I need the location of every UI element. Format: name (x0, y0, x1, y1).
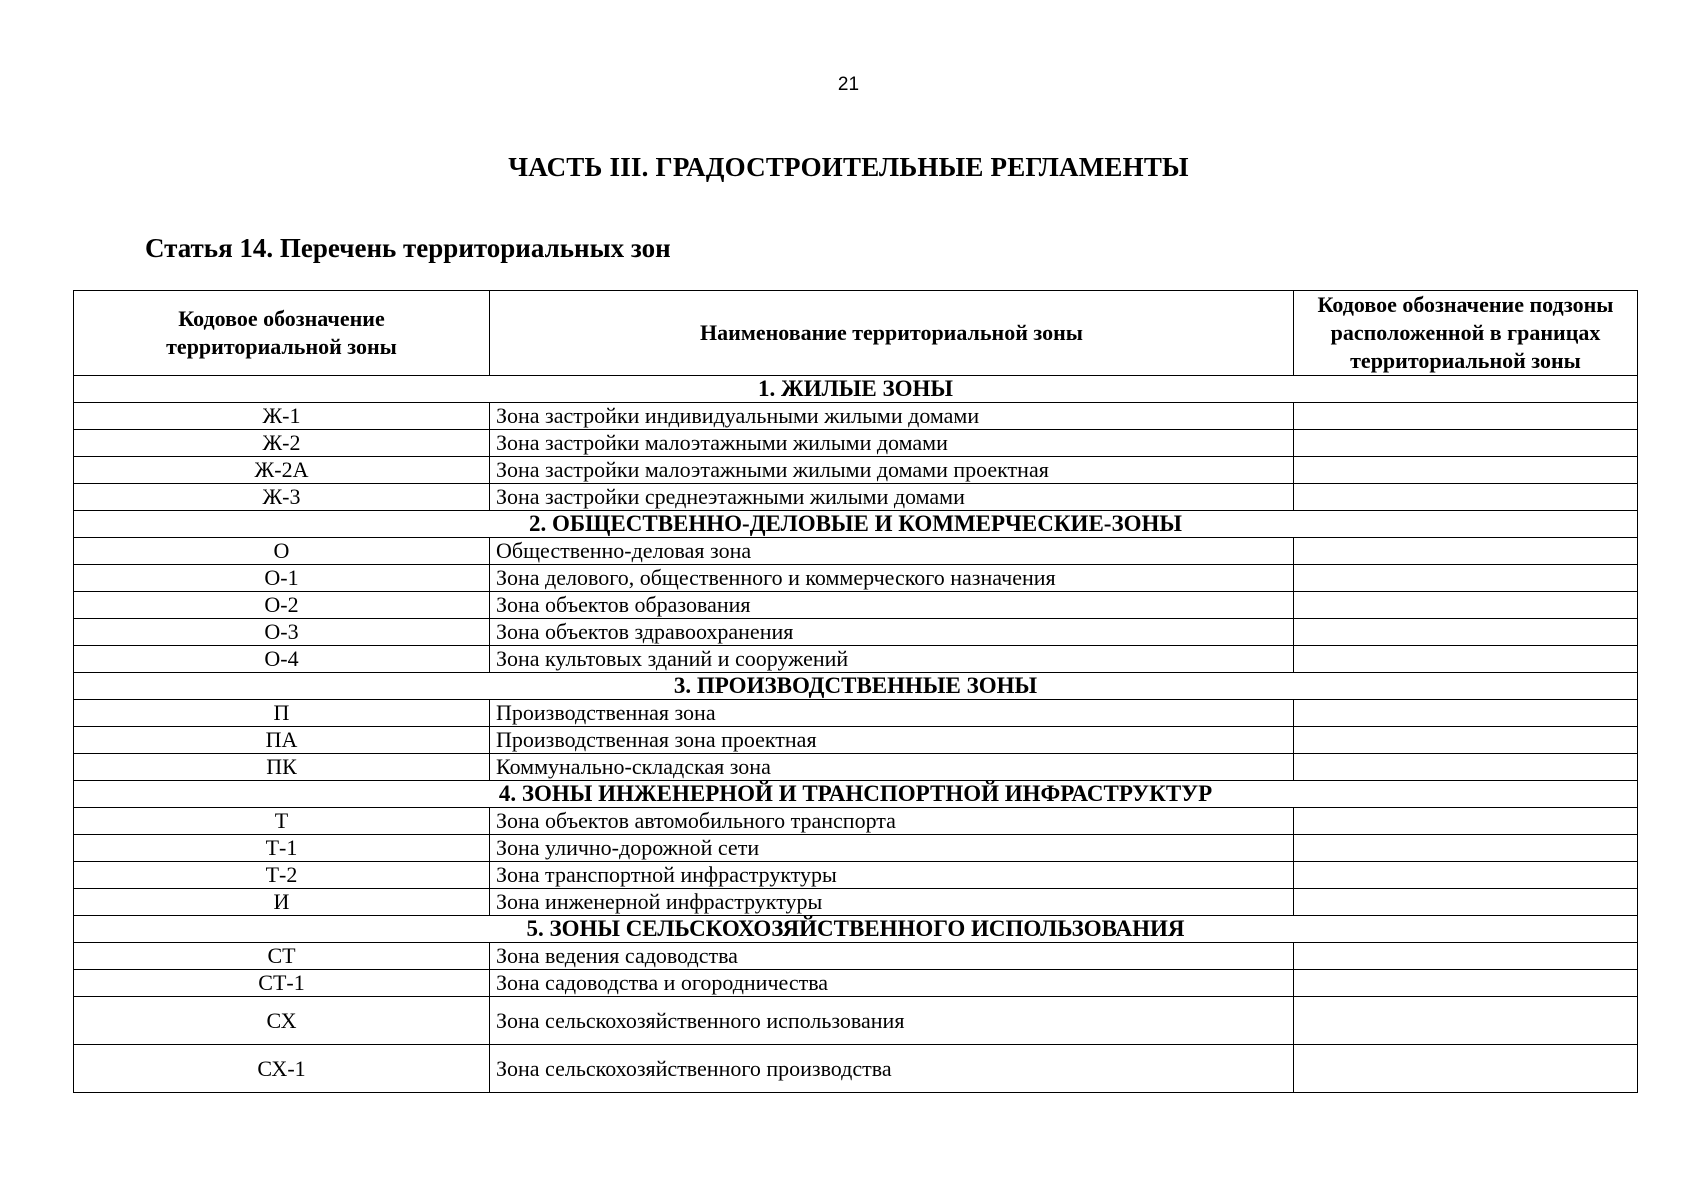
zone-code-cell: СТ-1 (74, 970, 490, 997)
zone-code-cell: ПА (74, 727, 490, 754)
table-row (74, 970, 1638, 997)
subzone-code-cell (1294, 565, 1638, 592)
table-row (74, 538, 1638, 565)
zone-name-cell: Зона застройки индивидуальными жилыми домами (490, 403, 1294, 430)
zone-code-cell: Ж-3 (74, 484, 490, 511)
section-title: 2. ОБЩЕСТВЕННО-ДЕЛОВЫЕ И КОММЕРЧЕСКИЕ-ЗОНЫ (74, 511, 1638, 538)
subzone-code-cell (1294, 754, 1638, 781)
zone-name-cell: Общественно-деловая зона (490, 538, 1294, 565)
table-header-row (74, 291, 1638, 376)
zone-name-cell: Производственная зона (490, 700, 1294, 727)
subzone-code-cell (1294, 457, 1638, 484)
table-body (74, 376, 1638, 1093)
zone-name-cell: Зона транспортной инфраструктуры (490, 862, 1294, 889)
table-row (74, 889, 1638, 916)
subzone-code-cell (1294, 970, 1638, 997)
zone-name-cell: Зона застройки среднеэтажными жилыми домами (490, 484, 1294, 511)
subzone-code-cell (1294, 1045, 1638, 1093)
table-row (74, 457, 1638, 484)
zone-code-cell: СТ (74, 943, 490, 970)
zone-code-cell: О (74, 538, 490, 565)
subzone-code-cell (1294, 700, 1638, 727)
zone-name-cell: Зона инженерной инфраструктуры (490, 889, 1294, 916)
section-title: 5. ЗОНЫ СЕЛЬСКОХОЗЯЙСТВЕННОГО ИСПОЛЬЗОВАНИЯ (74, 916, 1638, 943)
zone-name-cell: Зона объектов автомобильного транспорта (490, 808, 1294, 835)
table-row (74, 619, 1638, 646)
subzone-code-cell (1294, 727, 1638, 754)
subzone-code-cell (1294, 808, 1638, 835)
table-row (74, 835, 1638, 862)
table-row (74, 430, 1638, 457)
zone-name-cell: Зона застройки малоэтажными жилыми домами (490, 430, 1294, 457)
subzone-code-cell (1294, 997, 1638, 1045)
zone-code-cell: О-1 (74, 565, 490, 592)
part-title: ЧАСТЬ III. ГРАДОСТРОИТЕЛЬНЫЕ РЕГЛАМЕНТЫ (508, 152, 1189, 182)
zone-code-cell: Ж-2А (74, 457, 490, 484)
zone-name-cell: Коммунально-складская зона (490, 754, 1294, 781)
article-title: Статья 14. Перечень территориальных зон (145, 233, 671, 263)
section-title: 4. ЗОНЫ ИНЖЕНЕРНОЙ И ТРАНСПОРТНОЙ ИНФРАСТРУКТУР (74, 781, 1638, 808)
zone-code-cell: СХ (74, 997, 490, 1045)
table-row (74, 646, 1638, 673)
zone-code-cell: Ж-1 (74, 403, 490, 430)
zone-name-cell: Зона сельскохозяйственного использования (490, 997, 1294, 1045)
subzone-code-cell (1294, 943, 1638, 970)
zone-name-cell: Зона застройки малоэтажными жилыми домами проектная (490, 457, 1294, 484)
table-row (74, 1045, 1638, 1093)
zone-name-cell: Зона культовых зданий и сооружений (490, 646, 1294, 673)
zone-name-cell: Зона садоводства и огородничества (490, 970, 1294, 997)
subzone-code-cell (1294, 619, 1638, 646)
subzone-code-cell (1294, 484, 1638, 511)
zone-code-cell: И (74, 889, 490, 916)
table-row (74, 592, 1638, 619)
header-name: Наименование территориальной зоны (490, 291, 1294, 376)
zone-code-cell: Т (74, 808, 490, 835)
zone-name-cell: Зона сельскохозяйственного производства (490, 1045, 1294, 1093)
table-row (74, 727, 1638, 754)
subzone-code-cell (1294, 592, 1638, 619)
table-row (74, 700, 1638, 727)
table-row (74, 754, 1638, 781)
table-row (74, 997, 1638, 1045)
section-title: 1. ЖИЛЫЕ ЗОНЫ (74, 376, 1638, 403)
zone-code-cell: О-4 (74, 646, 490, 673)
subzone-code-cell (1294, 889, 1638, 916)
subzone-code-cell (1294, 646, 1638, 673)
page-number: 21 (837, 74, 860, 95)
header-code: Кодовое обозначение территориальной зоны (74, 291, 490, 376)
zone-code-cell: Т-1 (74, 835, 490, 862)
zone-name-cell: Зона улично-дорожной сети (490, 835, 1294, 862)
subzone-code-cell (1294, 403, 1638, 430)
territorial-zones-table (73, 290, 1638, 1093)
section-title: 3. ПРОИЗВОДСТВЕННЫЕ ЗОНЫ (74, 673, 1638, 700)
subzone-code-cell (1294, 430, 1638, 457)
section-row (74, 916, 1638, 943)
zone-name-cell: Зона ведения садоводства (490, 943, 1294, 970)
section-row (74, 376, 1638, 403)
section-row (74, 673, 1638, 700)
section-row (74, 511, 1638, 538)
zone-code-cell: Т-2 (74, 862, 490, 889)
table-row (74, 862, 1638, 889)
table-row (74, 943, 1638, 970)
zone-code-cell: СХ-1 (74, 1045, 490, 1093)
zone-name-cell: Зона делового, общественного и коммерческого назначения (490, 565, 1294, 592)
table-row (74, 484, 1638, 511)
zone-name-cell: Зона объектов образования (490, 592, 1294, 619)
subzone-code-cell (1294, 835, 1638, 862)
zone-code-cell: Ж-2 (74, 430, 490, 457)
zone-code-cell: О-2 (74, 592, 490, 619)
zone-name-cell: Зона объектов здравоохранения (490, 619, 1294, 646)
header-subzone: Кодовое обозначение подзоны расположенной в границах территориальной зоны (1294, 291, 1638, 376)
section-row (74, 781, 1638, 808)
zone-code-cell: П (74, 700, 490, 727)
zone-code-cell: ПК (74, 754, 490, 781)
table-row (74, 565, 1638, 592)
zone-name-cell: Производственная зона проектная (490, 727, 1294, 754)
zone-code-cell: О-3 (74, 619, 490, 646)
table-row (74, 403, 1638, 430)
subzone-code-cell (1294, 538, 1638, 565)
table-row (74, 808, 1638, 835)
subzone-code-cell (1294, 862, 1638, 889)
